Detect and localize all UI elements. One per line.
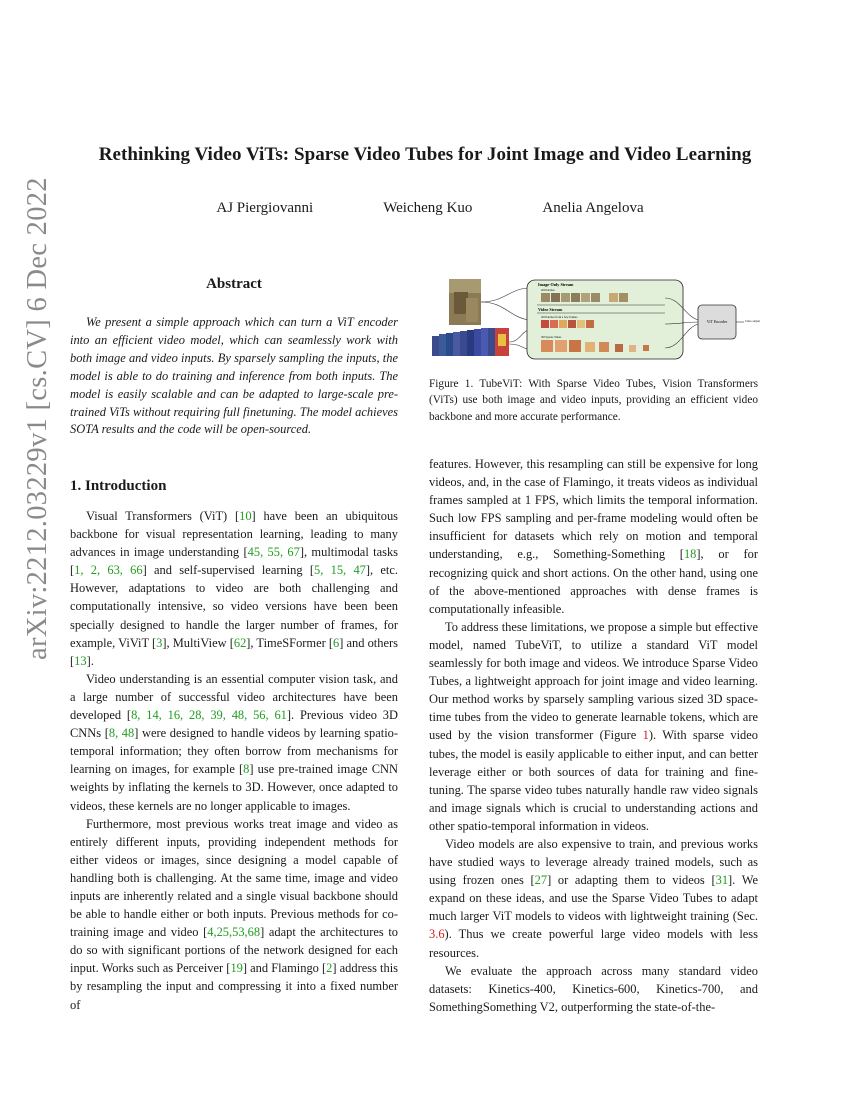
paragraph: Furthermore, most previous works treat image and video as entirely different inputs, providing independent methods for either videos or images, since designing a model capable of handling both is challenging. At the same time, image and video inputs are inherently related and a single visual backbone should be able to handle either or both inputs. Previous methods for co-training image and video [4,25,53,68] adapt the architectures to do so with significant portions of the network designed for each input. Works such as Perceiver [19] and Flamingo [2] address this by resampling the input and compressing it into a fixed number of [70,816,398,1012]
citation-link[interactable]: 62 [233,635,247,650]
section-reference-link[interactable]: 3.6 [429,927,445,942]
paragraph: Video models are also expensive to train, and previous works have studied ways to leverage already trained models, such as using frozen ones [27] or adapting them to videos [31]. We expand on these ideas, and use the Sparse Video Tubes to adapt much larger ViT models to videos with lightweight training (Sec. 3.6). Thus we create powerful large video models with less resources. [429,836,758,960]
figure-reference-link[interactable]: 1 [642,728,649,743]
author-list [0,200,850,217]
paragraph: To address these limitations, we propose a simple but effective model, named TubeViT, to utilize a standard ViT model seamlessly for both image and videos. We introduce Sparse Video Tubes, a lightweight approach for joint image and video learning. Our method works by sparsely sampling various sized 3D space-time tubes from the video to generate learnable tokens, which are used by the vision transformer (Figure 1). With sparse video tubes, the model is easily applicable to either input, and can better leverage either or both sources of data for training and fine-tuning. The sparse video tubes naturally handle raw video signals and image signals which is crucial to understanding actions and other spatio-temporal information in videos. [429,619,758,833]
figure-1-diagram [430,278,758,364]
citation-link[interactable]: 19 [230,961,243,976]
citation-link[interactable]: 8, 14, 16, 28, 39, 48, 56, 61 [131,708,287,723]
citation-link[interactable]: 6 [333,635,340,650]
figure-1-caption: Figure 1. TubeViT: With Sparse Video Tubes, Vision Transformers (ViTs) use both image and video inputs, providing an efficient video backbone and more accurate performance. [429,378,758,423]
author-3: Anelia Angelova [542,200,644,216]
citation-link[interactable]: 4,25,53,68 [207,925,261,940]
citation-link[interactable]: 45, 55, 67 [247,545,300,560]
right-column-body [429,455,758,1016]
input-image-thumbnail [449,279,481,325]
vit-encoder-label: ViT Encoder [706,319,728,324]
citation-link[interactable]: 8, 48 [108,726,135,741]
patches-frames-label: 2D Patches from a few frames [541,315,578,319]
citation-link[interactable]: 5, 15, 47 [314,563,366,578]
citation-link[interactable]: 1, 2, 63, 66 [74,563,143,578]
citation-link[interactable]: 10 [239,509,252,523]
citation-link[interactable]: 2 [326,961,333,976]
paragraph: We evaluate the approach across many standard video datasets: Kinetics-400, Kinetics-600, Kinetics-700, and SomethingSomething V2, outperforming the state-of-the- [429,963,758,1014]
video-stream-label: Video Stream [538,307,563,312]
abstract-text: We present a simple approach which can turn a ViT encoder into an efficient video model, which can seamlessly work with both image and video inputs. By sparsely sampling the inputs, the model is able to do training and inference from both inputs. The model is easily scalable and can be adapted to large-scale pre-trained ViTs without requiring full finetuning. The model achieves SOTA results and the code will be open-sourced. [70,315,398,437]
citation-link[interactable]: 31 [715,873,729,888]
paper-title: Rethinking Video ViTs: Sparse Video Tubes for Joint Image and Video Learning [98,144,752,165]
arxiv-identifier: arXiv:2212.03229v1 [cs.CV] 6 Dec 2022 [22,177,53,660]
citation-link[interactable]: 13 [74,653,87,668]
citation-link[interactable]: 18 [683,547,697,562]
paragraph: features. However, this resampling can still be expensive for long videos, and, in the case of Flamingo, it treats videos as individual frames sampled at 1 FPS, which limits the temporal information. Such low FPS sampling and per-frame modeling would often be insufficient for datasets which rely on motion and temporal understanding, e.g., Something-Something [18], or for recognizing quick and short actions. On the other hand, using one of the above-mentioned approaches with dense frames is computationally infeasible. [429,457,758,616]
paragraph: Visual Transformers (ViT) [10] have been an ubiquitous backbone for visual representation learning, leading to many advances in image understanding [45, 55, 67], multimodal tasks [1, 2, 63, 66] and self-supervised learning [5, 15, 47], etc. However, adaptations to video are both challenging and computationally intensive, so video versions have been been specially designed to handle the larger number of frames, for example, ViViT [3], MultiView [62], TimeSFormer [6] and others [13]. [70,509,399,668]
left-column-body [70,507,398,1014]
image-only-stream-label: Image-Only Stream [538,282,574,287]
input-video-frames [432,328,509,356]
patches-2d-label: 2D Patches [541,288,555,292]
author-2: Weicheng Kuo [383,200,473,216]
class-output-label: Class output [745,319,760,323]
abstract-heading: Abstract [206,276,262,292]
abstract-body [70,314,398,439]
author-1: AJ Piergiovanni [216,200,314,216]
paragraph: Video understanding is an essential computer vision task, and a large number of successful video architectures have been developed [8, 14, 16, 28, 39, 48, 56, 61]. Previous video 3D CNNs [8, 48] were designed to handle videos by learning spatio-temporal information; they often borrow from mechanisms for learning on images, for example [8] use pre-trained image CNN weights by inflating the kernels to 3D. However, once adapted to videos, these kernels are no longer applicable to images. [70,671,399,813]
citation-link[interactable]: 27 [534,873,548,888]
sparse-tubes-label: 3D Sparse Tubes [541,335,562,339]
section-heading-introduction: 1. Introduction [70,478,167,494]
image-patch-tokens [541,293,628,302]
citation-link[interactable]: 8 [243,762,250,777]
citation-link[interactable]: 3 [156,635,163,650]
